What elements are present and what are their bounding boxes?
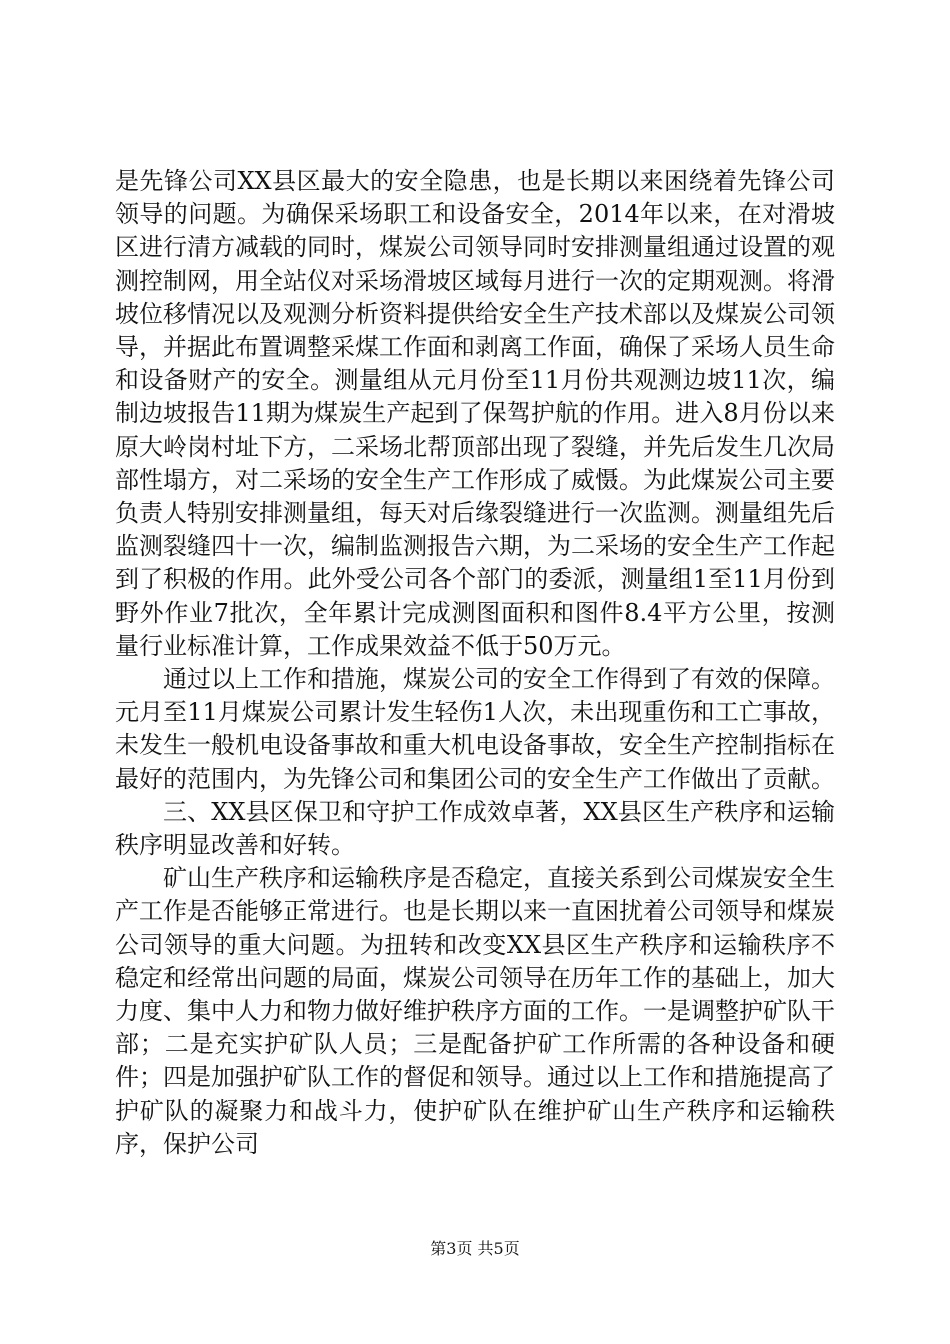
document-body [115, 165, 835, 1161]
paragraph-1: 是先锋公司XX县区最大的安全隐患，也是长期以来困绕着先锋公司领导的问题。为确保采场职工和设备安全，2014年以来，在对滑坡区进行清方减载的同时，煤炭公司领导同时安排测量组通过设置的观测控制网，用全站仪对采场滑坡区域每月进行一次的定期观测。将滑坡位移情况以及观测分析资料提供给安全生产技术部以及煤炭公司领导，并据此布置调整采煤工作面和剥离工作面，确保了采场人员生命和设备财产的安全。测量组从元月份至11月份共观测边坡11次，编制边坡报告11期为煤炭生产起到了保驾护航的作用。进入8月份以来原大岭岗村址下方，二采场北帮顶部出现了裂缝，并先后发生几次局部性塌方，对二采场的安全生产工作形成了威慑。为此煤炭公司主要负责人特别安排测量组，每天对后缘裂缝进行一次监测。测量组先后监测裂缝四十一次，编制监测报告六期，为二采场的安全生产工作起到了积极的作用。此外受公司各个部门的委派，测量组1至11月份到野外作业7批次，全年累计完成测图面积和图件8.4平方公里，按测量行业标准计算，工作成果效益不低于50万元。 [115, 167, 835, 660]
page-number-footer: 第3页 共5页 [430, 1239, 520, 1258]
paragraph-4: 矿山生产秩序和运输秩序是否稳定，直接关系到公司煤炭安全生产工作是否能够正常进行。也是长期以来一直困扰着公司领导和煤炭公司领导的重大问题。为扭转和改变XX县区生产秩序和运输秩序不稳定和经常出问题的局面，煤炭公司领导在历年工作的基础上，加大力度、集中人力和物力做好维护秩序方面的工作。一是调整护矿队干部；二是充实护矿队人员；三是配备护矿工作所需的各种设备和硬件；四是加强护矿队工作的督促和领导。通过以上工作和措施提高了护矿队的凝聚力和战斗力，使护矿队在维护矿山生产秩序和运输秩序，保护公司 [115, 864, 835, 1158]
paragraph-2: 通过以上工作和措施，煤炭公司的安全工作得到了有效的保障。元月至11月煤炭公司累计发生轻伤1人次，未出现重伤和工亡事故，未发生一般机电设备事故和重大机电设备事故，安全生产控制指标在最好的范围内，为先锋公司和集团公司的安全生产工作做出了贡献。 [115, 665, 835, 793]
section-heading-3: 三、XX县区保卫和守护工作成效卓著，XX县区生产秩序和运输秩序明显改善和好转。 [115, 797, 835, 860]
